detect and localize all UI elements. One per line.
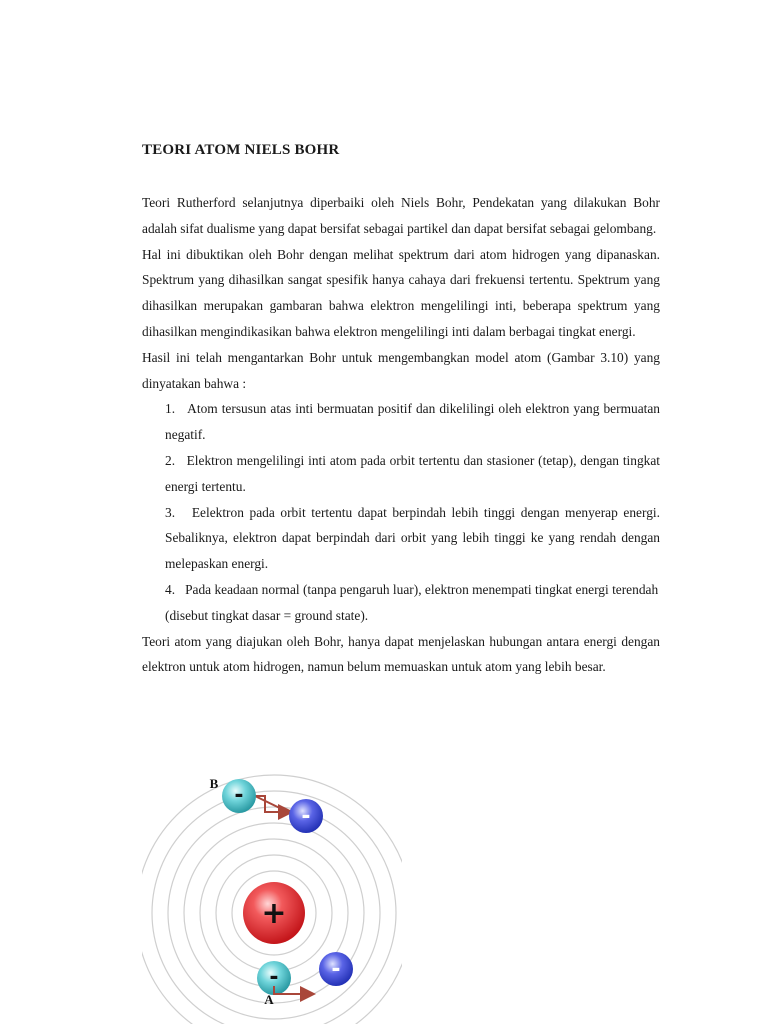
list-item <box>142 577 660 629</box>
paragraph-2: Hal ini dibuktikan oleh Bohr dengan melihat spektrum dari atom hidrogen yang dipanaskan. Spektrum yang dihasilkan sangat spesifik hanya cahaya dari frekuensi tertentu. Spektrum yang dihasilkan merupakan gambaran bahwa elektron mengelilingi inti, beberapa spektrum yang dihasilkan mengindikasikan bahwa elektron mengelilingi inti dalam berbagai tingkat energi. <box>142 246 660 339</box>
label-b: B <box>209 776 219 791</box>
list-item <box>142 448 660 500</box>
label-a: A <box>264 992 274 1007</box>
electron-b-target-symbol: - <box>301 804 311 829</box>
document-title: TEORI ATOM NIELS BOHR <box>142 142 340 158</box>
electron-a-symbol: - <box>269 965 279 990</box>
transition-a <box>257 952 353 1007</box>
list-item-text: Eelektron pada orbit tertentu dapat berpindah lebih tinggi dengan menyerap energi. Sebaliknya, elektron dapat berpindah dari orbit yang lebih tinggi ke yang rendah dengan melepaskan energi. <box>165 504 660 572</box>
list-item-text: Pada keadaan normal (tanpa pengaruh luar), elektron menempati tingkat energi terendah (disebut tingkat dasar = ground state). <box>165 581 659 623</box>
nucleus <box>243 882 305 944</box>
list-item-number: 1. <box>165 401 176 417</box>
list-item-text: Elektron mengelilingi inti atom pada orbit tertentu dan stasioner (tetap), dengan tingkat energi tertentu. <box>165 452 661 494</box>
paragraph-3: Hasil ini telah mengantarkan Bohr untuk mengembangkan model atom (Gambar 3.10) yang dinyatakan bahwa : <box>142 349 660 391</box>
bohr-atom-figure <box>142 768 402 1024</box>
closing-paragraph: Teori atom yang diajukan oleh Bohr, hanya dapat menjelaskan hubungan antara energi dengan elektron untuk atom hidrogen, namun belum memuaskan untuk atom yang lebih besar. <box>142 633 660 675</box>
electron-a-target-symbol: - <box>331 957 341 982</box>
list-item-number: 3. <box>165 504 176 520</box>
bohr-atom-diagram <box>142 768 402 1024</box>
list-item-text: Atom tersusun atas inti bermuatan positif dan dikelilingi oleh elektron yang bermuatan negatif. <box>165 401 660 443</box>
numbered-list <box>142 396 660 628</box>
list-item <box>142 396 660 448</box>
document-body <box>142 190 660 680</box>
nucleus-symbol: + <box>261 896 287 931</box>
list-item-number: 4. <box>165 581 176 597</box>
list-item <box>142 500 660 577</box>
electron-b-symbol: - <box>234 783 244 808</box>
paragraph-1: Teori Rutherford selanjutnya diperbaiki oleh Niels Bohr, Pendekatan yang dilakukan Bohr adalah sifat dualisme yang dapat bersifat sebagai partikel dan dapat bersifat sebagai gelombang. <box>142 195 660 236</box>
transition-b <box>210 776 323 833</box>
list-item-number: 2. <box>165 452 176 468</box>
